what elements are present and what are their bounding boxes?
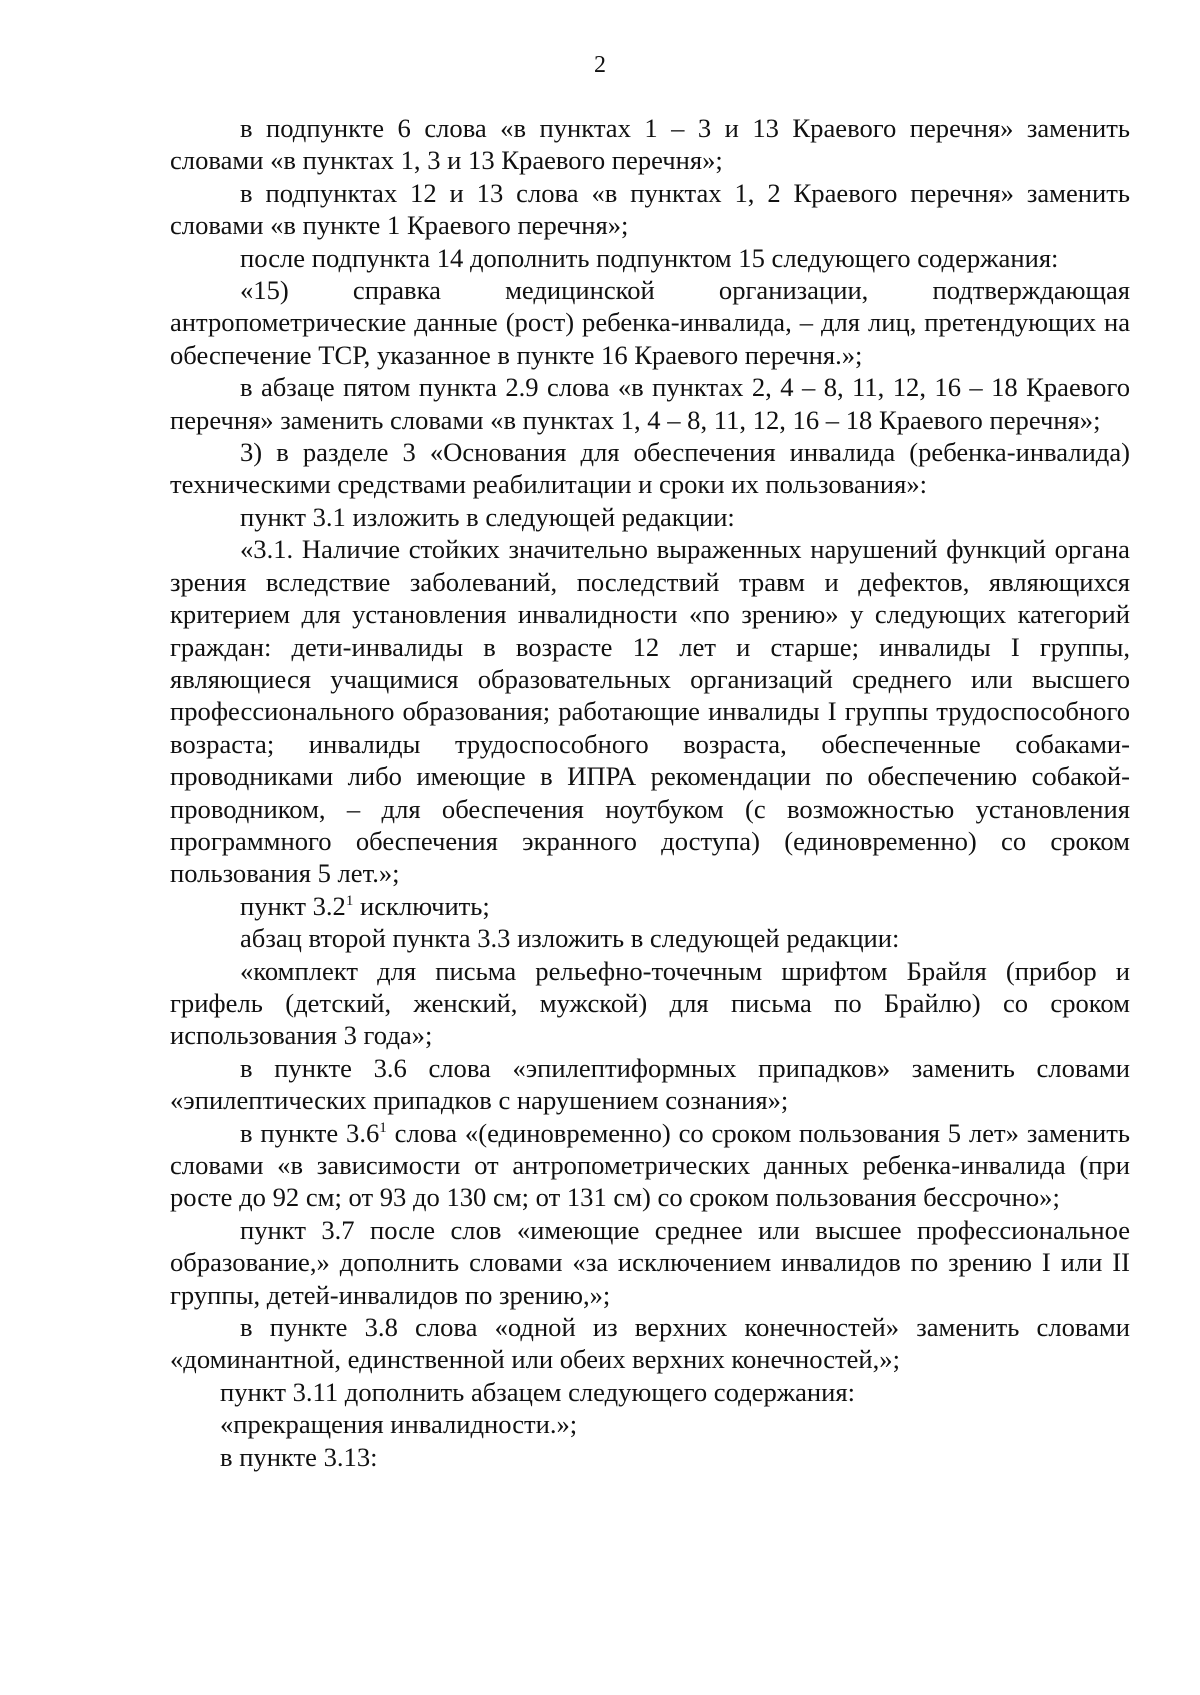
point-3-2-prefix: пункт 3.2 (240, 890, 346, 921)
superscript-1: 1 (379, 1119, 387, 1136)
paragraph-subpoint-6: в подпункте 6 слова «в пунктах 1 – 3 и 13 Краевого перечня» заменить словами «в пунктах 1, 3 и 13 Краевого перечня»; (170, 113, 1130, 176)
page-number: 2 (594, 52, 606, 78)
paragraph-subpoint-15-text: «15) справка медицинской организации, подтверждающая антропометрические данные (рост) ребенка-инвалида, – для лиц, претендующих на обеспечение ТСР, указанное в пункте 16 Краевого перечня.»; (170, 275, 1130, 370)
paragraph-point-3-1-intro: пункт 3.1 изложить в следующей редакции: (240, 501, 735, 532)
paragraph-point-3-2-1 (170, 890, 1130, 922)
paragraph-point-3-3-text: «комплект для письма рельефно-точечным шрифтом Брайля (прибор и грифель (детский, женский, мужской) для письма по Брайлю) со сроком использования 3 года»; (170, 955, 1130, 1051)
paragraph-point-3-11: пункт 3.11 дополнить абзацем следующего содержания: (220, 1376, 856, 1407)
paragraph-point-2-9: в абзаце пятом пункта 2.9 слова «в пунктах 2, 4 – 8, 11, 12, 16 – 18 Краевого перечня» заменить словами «в пунктах 1, 4 – 8, 11, 12, 16 – 18 Краевого перечня»; (170, 372, 1130, 435)
point-3-2-suffix: исключить; (353, 890, 490, 921)
point-3-6-prefix: в пункте 3.6 (240, 1117, 380, 1148)
point-3-6-1-suffix: слова «(единовременно) со сроком пользования 5 лет» заменить словами «в зависимости от антропометрических данных ребенка-инвалида (при росте до 92 см; от 93 до 130 см; от 131 см) со сроком пользования бессрочно»; (170, 1117, 1130, 1213)
paragraph-point-3-6: в пункте 3.6 слова «эпилептиформных припадков» заменить словами «эпилептических припадков с нарушением сознания»; (170, 1052, 1130, 1116)
paragraph-point-3-3-intro: абзац второй пункта 3.3 изложить в следующей редакции: (240, 923, 900, 954)
paragraph-point-3-6-1 (170, 1117, 1130, 1214)
paragraph-section-3: 3) в разделе 3 «Основания для обеспечения инвалида (ребенка-инвалида) техническими средствами реабилитации и сроки их пользования»: (170, 437, 1130, 500)
paragraph-after-subpoint-14: после подпункта 14 дополнить подпунктом 15 следующего содержания: (240, 242, 1059, 273)
paragraph-point-3-11-text: «прекращения инвалидности.»; (220, 1409, 578, 1440)
superscript-1: 1 (345, 892, 354, 909)
paragraph-point-3-1-text: «3.1. Наличие стойких значительно выраженных нарушений функций органа зрения вследствие заболеваний, последствий травм и дефектов, являющихся критерием для установления инвалидности «по зрению» у следующих категорий граждан: дети-инвалиды в возрасте 12 лет и старше; инвалиды I группы, являющиеся учащимися образовательных организаций среднего или высшего профессионального образования; работающие инвалиды I группы трудоспособного возраста; инвалиды трудоспособного возраста, обеспеченные собаками-проводниками либо имеющие в ИПРА рекомендации по обеспечению собакой-проводником, – для обеспечения ноутбуком (с возможностью установления программного обеспечения экранного доступа) (единовременно) со сроком пользования 5 лет.»; (170, 534, 1130, 889)
paragraph-point-3-8: в пункте 3.8 слова «одной из верхних конечностей» заменить словами «доминантной, единственной или обеих верхних конечностей,»; (170, 1312, 1130, 1375)
paragraph-point-3-7: пункт 3.7 после слов «имеющие среднее или высшее профессиональное образование,» дополнить словами «за исключением инвалидов по зрению I или II группы, детей-инвалидов по зрению,»; (170, 1214, 1130, 1310)
paragraph-subpoints-12-13: в подпунктах 12 и 13 слова «в пунктах 1, 2 Краевого перечня» заменить словами «в пункте 1 Краевого перечня»; (170, 177, 1130, 241)
document-body (170, 112, 1130, 1473)
paragraph-point-3-13: в пункте 3.13: (220, 1441, 378, 1472)
